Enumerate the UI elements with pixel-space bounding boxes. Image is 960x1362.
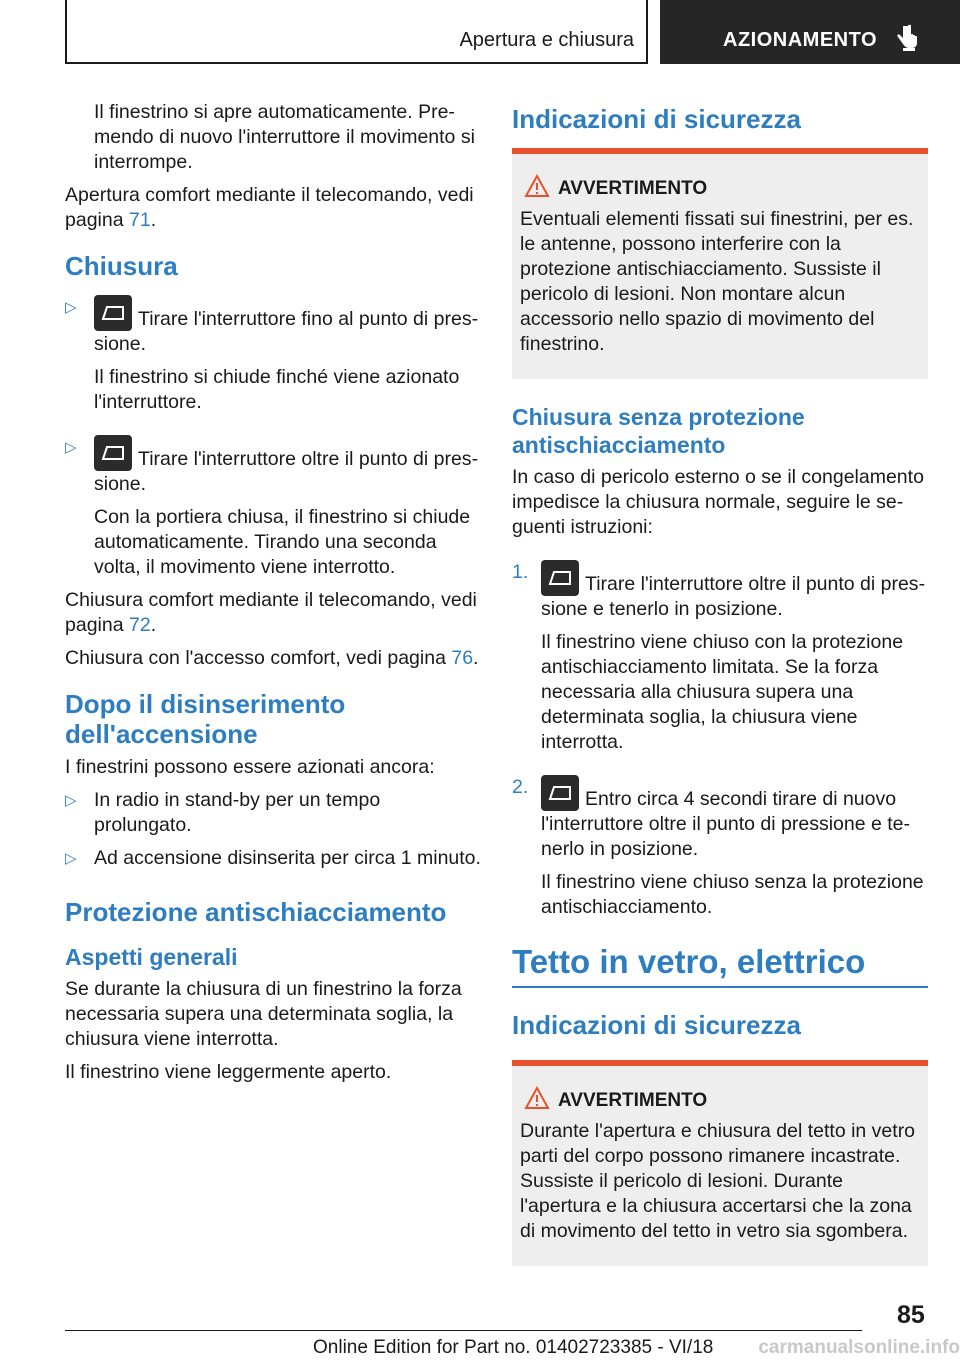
right-column xyxy=(512,100,928,1280)
paragraph: Il finestrino si apre automaticamente. Premendo di nuovo l'interruttore il movimento si interrompe. xyxy=(94,101,475,173)
left-column xyxy=(65,100,481,1093)
page-link-72[interactable]: 72 xyxy=(128,614,151,636)
list-item: ▷ Ad accensione disinserita per circa 1 minuto. xyxy=(65,847,481,869)
page-link-71[interactable]: 71 xyxy=(128,209,151,231)
warning-triangle-icon xyxy=(524,174,550,198)
triangle-bullet-icon: ▷ xyxy=(65,850,77,867)
heading-indicazioni: Indicazioni di sicurezza xyxy=(512,104,801,134)
warning-triangle-icon xyxy=(524,1086,550,1110)
warning-box xyxy=(512,1060,928,1266)
list-item: ▷ In radio in stand-by per un tempo prolungato. xyxy=(65,789,381,836)
warning-header: AVVERTIMENTO xyxy=(520,176,920,201)
warning-text: Eventuali elementi fissati sui finestrini, per es. le antenne, possono interferire con la protezione antischiacciamento. Sussiste il pericolo di lesioni. Non montare alcun accessorio nello spazio di movimento del finestrino. xyxy=(520,208,914,355)
warning-box xyxy=(512,148,928,379)
paragraph: In caso di pericolo esterno o se il congelamento impedisce la chiusura normale, seguire le seguenti istruzioni: xyxy=(512,466,924,538)
triangle-bullet-icon: ▷ xyxy=(65,299,77,316)
paragraph: I finestrini possono essere azionati ancora: xyxy=(65,756,435,778)
window-switch-icon xyxy=(541,775,579,811)
paragraph-comfort-access: Chiusura con l'accesso comfort, vedi pagina 76. xyxy=(65,647,479,669)
watermark-logo: carmanualsonline.info xyxy=(758,1337,960,1358)
heading-chiusura: Chiusura xyxy=(65,251,178,281)
triangle-bullet-icon: ▷ xyxy=(65,439,77,456)
step-2: 2. Entro circa 4 secondi tirare di nuovo l'interruttore oltre il punto di pressione e tenerlo in posizione. xyxy=(512,776,911,860)
warning-text: Durante l'apertura e chiusura del tetto in vetro parti del corpo possono rimanere incastrate. Sussiste il pericolo di lesioni. Durante l'apertura e la chiusura accertarsi che la zona di movimento del tetto in vetro sia sgombera. xyxy=(520,1120,916,1242)
heading-rule xyxy=(512,986,928,988)
heading-protezione: Protezione antischiacciamento xyxy=(65,897,447,927)
triangle-bullet-icon: ▷ xyxy=(65,792,77,809)
warning-header: AVVERTIMENTO xyxy=(520,1088,920,1113)
step-number: 2. xyxy=(512,776,529,798)
heading-indicazioni-2: Indicazioni di sicurezza xyxy=(512,1010,801,1040)
chapter-title: Apertura e chiusura xyxy=(459,29,634,51)
paragraph: Il finestrino viene leggermente aperto. xyxy=(65,1061,392,1083)
page-number: 85 xyxy=(897,1301,925,1329)
heading-aspetti: Aspetti generali xyxy=(65,944,238,970)
page-link-76[interactable]: 76 xyxy=(451,647,474,669)
step-number: 1. xyxy=(512,561,529,583)
paragraph: Il finestrino viene chiuso senza la protezione antischiacciamento. xyxy=(541,871,924,918)
heading-senza: Chiusura senza protezione antischiacciamento xyxy=(512,404,805,458)
window-switch-icon xyxy=(94,435,132,471)
heading-tetto: Tetto in vetro, elettrico xyxy=(512,943,866,980)
paragraph: Con la portiera chiusa, il finestrino si chiude automaticamente. Tirando una seconda volta, il movimento viene interrotto. xyxy=(94,506,471,578)
paragraph: Il finestrino si chiude finché viene azionato l'interruttore. xyxy=(94,366,460,413)
header-section-box xyxy=(660,0,960,64)
paragraph-comfort-close: Chiusura comfort mediante il telecomando, vedi pagina 72. xyxy=(65,589,477,636)
window-switch-icon xyxy=(94,295,132,331)
paragraph-comfort-open: Apertura comfort mediante il telecomando, vedi pagina 71. xyxy=(65,184,474,231)
paragraph: Il finestrino viene chiuso con la protezione antischiacciamento limitata. Se la forza necessaria alla chiusura supera una determinata soglia, la chiusura viene interrotta. xyxy=(541,631,904,753)
window-switch-icon xyxy=(541,560,579,596)
paragraph: Se durante la chiusura di un finestrino la forza necessaria supera una determinata soglia, la chiusura viene interrotta. xyxy=(65,978,462,1050)
list-item: ▷ Tirare l'interruttore fino al punto di pressione. xyxy=(65,295,481,357)
list-item: ▷ Tirare l'interruttore oltre il punto di pressione. xyxy=(65,435,481,497)
footer-edition: Online Edition for Part no. 01402723385 - VI/18 xyxy=(313,1337,714,1358)
heading-dopo: Dopo il disinserimento dell'accensione xyxy=(65,689,346,749)
header-chapter-box xyxy=(65,0,648,64)
footer-rule xyxy=(65,1330,862,1331)
section-title: AZIONAMENTO xyxy=(723,29,878,51)
hand-pointer-icon xyxy=(894,24,920,52)
step-1: 1. Tirare l'interruttore oltre il punto di pressione e tenerlo in posizione. xyxy=(512,561,926,620)
